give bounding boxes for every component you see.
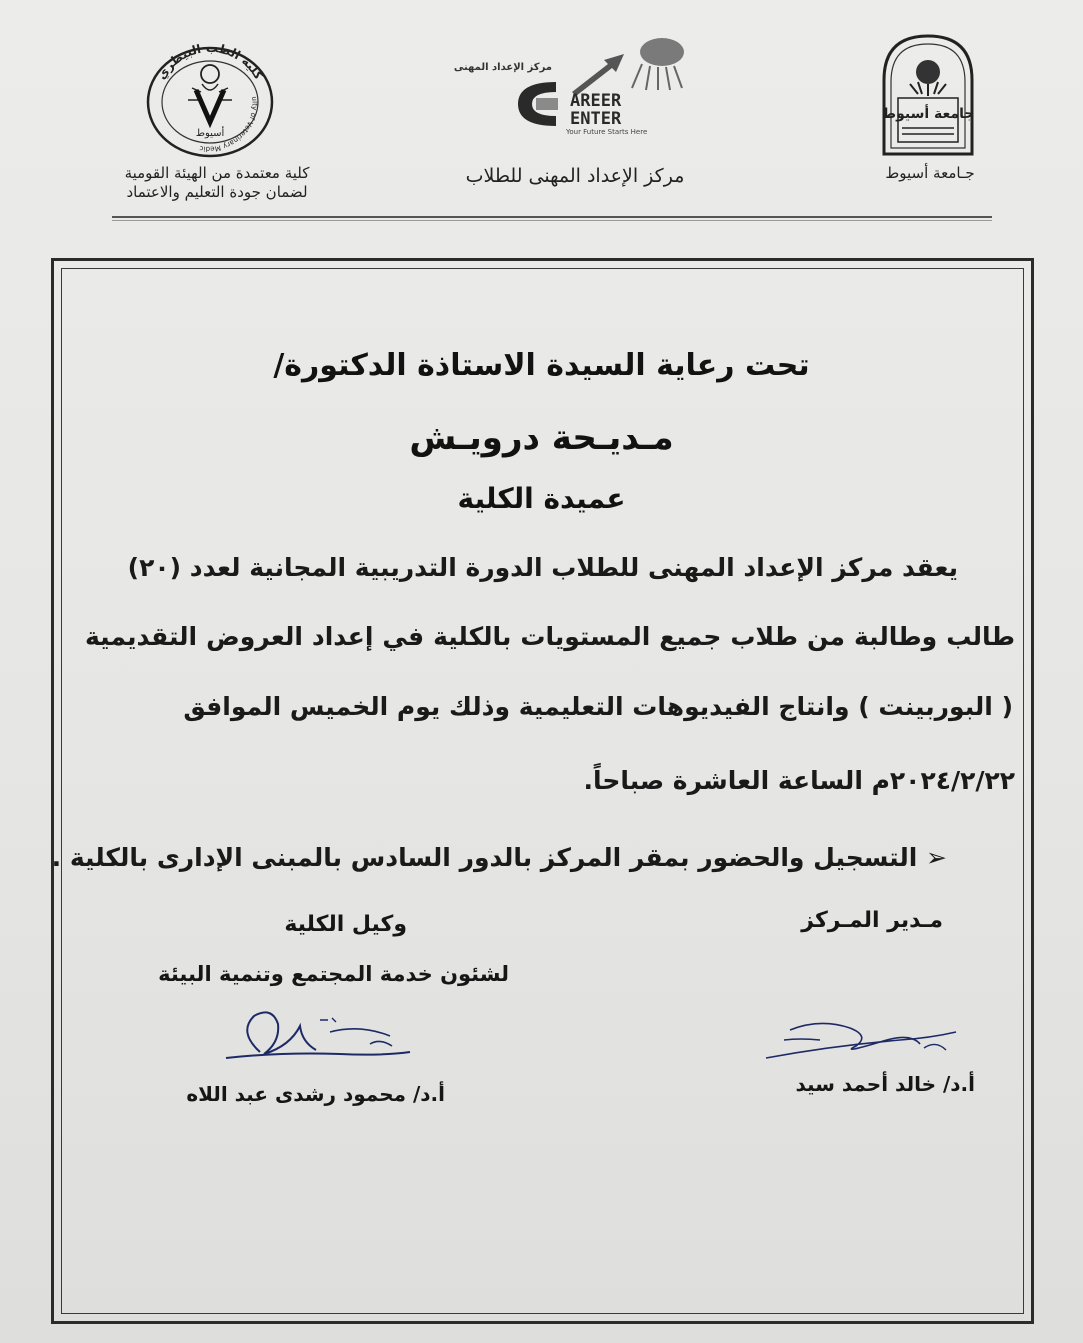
svg-text:Faculty of Veterinary Medicine: ulty of Veterinary Medic [198, 96, 259, 153]
paragraph-line-2: طالب وطالبة من طلاب جميع المستويات بالكلية في إعداد العروض التقديمية [85, 622, 1015, 651]
vice-dean-portfolio: لشئون خدمة المجتمع وتنمية البيئة [158, 962, 509, 986]
svg-text:كلية الطب البيطري: كلية الطب البيطري [154, 40, 266, 82]
patronage-line: تحت رعاية السيدة الاستاذة الدكتورة/ [273, 348, 810, 383]
vice-dean-title: وكيل الكلية [284, 912, 407, 937]
svg-text:AREER: AREER [570, 91, 622, 111]
svg-text:ENTER: ENTER [570, 109, 622, 129]
center-director-signature-icon [760, 1010, 960, 1070]
bullet-text: التسجيل والحضور بمقر المركز بالدور السادس بالمبنى الإدارى بالكلية . [51, 843, 918, 872]
faculty-caption-line2: لضمان جودة التعليم والاعتماد [126, 183, 308, 201]
bullet-arrow-icon: ➢ [926, 843, 947, 872]
faculty-accreditation-caption [112, 164, 322, 202]
veterinary-faculty-seal-icon [140, 38, 280, 158]
center-caption: مركز الإعداد المهنى للطلاب [465, 165, 685, 187]
registration-bullet [51, 843, 947, 872]
svg-text:Your Future Starts Here: Your Future Starts Here [566, 128, 648, 136]
svg-text:جامعة أسيوط: جامعة أسيوط [881, 106, 975, 122]
center-director-title: مـدير المـركز [801, 908, 943, 933]
faculty-caption-line1: كلية معتمدة من الهيئة القومية [124, 164, 310, 182]
svg-text:أسيوط: أسيوط [195, 128, 225, 139]
paragraph-line-4: ٢٠٢٤/٢/٢٢م الساعة العاشرة صباحاً. [583, 766, 1015, 795]
paragraph-line-1: يعقد مركز الإعداد المهنى للطلاب الدورة التدريبية المجانية لعدد (٢٠) [127, 553, 958, 582]
svg-text:مركز الإعداد المهنى: مركز الإعداد المهنى [453, 62, 552, 73]
vice-dean-signature-icon [220, 1002, 420, 1072]
career-center-logo-icon [453, 30, 702, 140]
career-center-logo [453, 30, 702, 140]
university-caption: جـامعة أسيوط [885, 164, 975, 182]
assiut-university-emblem-icon [878, 32, 978, 158]
center-director-name: أ.د/ خالد أحمد سيد [795, 1072, 975, 1096]
paragraph-line-3: ( البوربينت ) وانتاج الفيديوهات التعليمية وذلك يوم الخميس الموافق [183, 692, 1013, 721]
header-divider-thin [112, 220, 992, 221]
faculty-logo [140, 38, 280, 158]
vice-dean-name: أ.د/ محمود رشدى عبد اللاه [186, 1082, 445, 1106]
header-divider [112, 216, 992, 218]
dean-name: مـديـحة درويـش [409, 418, 674, 458]
dean-title: عميدة الكلية [457, 482, 626, 515]
university-logo [878, 32, 978, 158]
